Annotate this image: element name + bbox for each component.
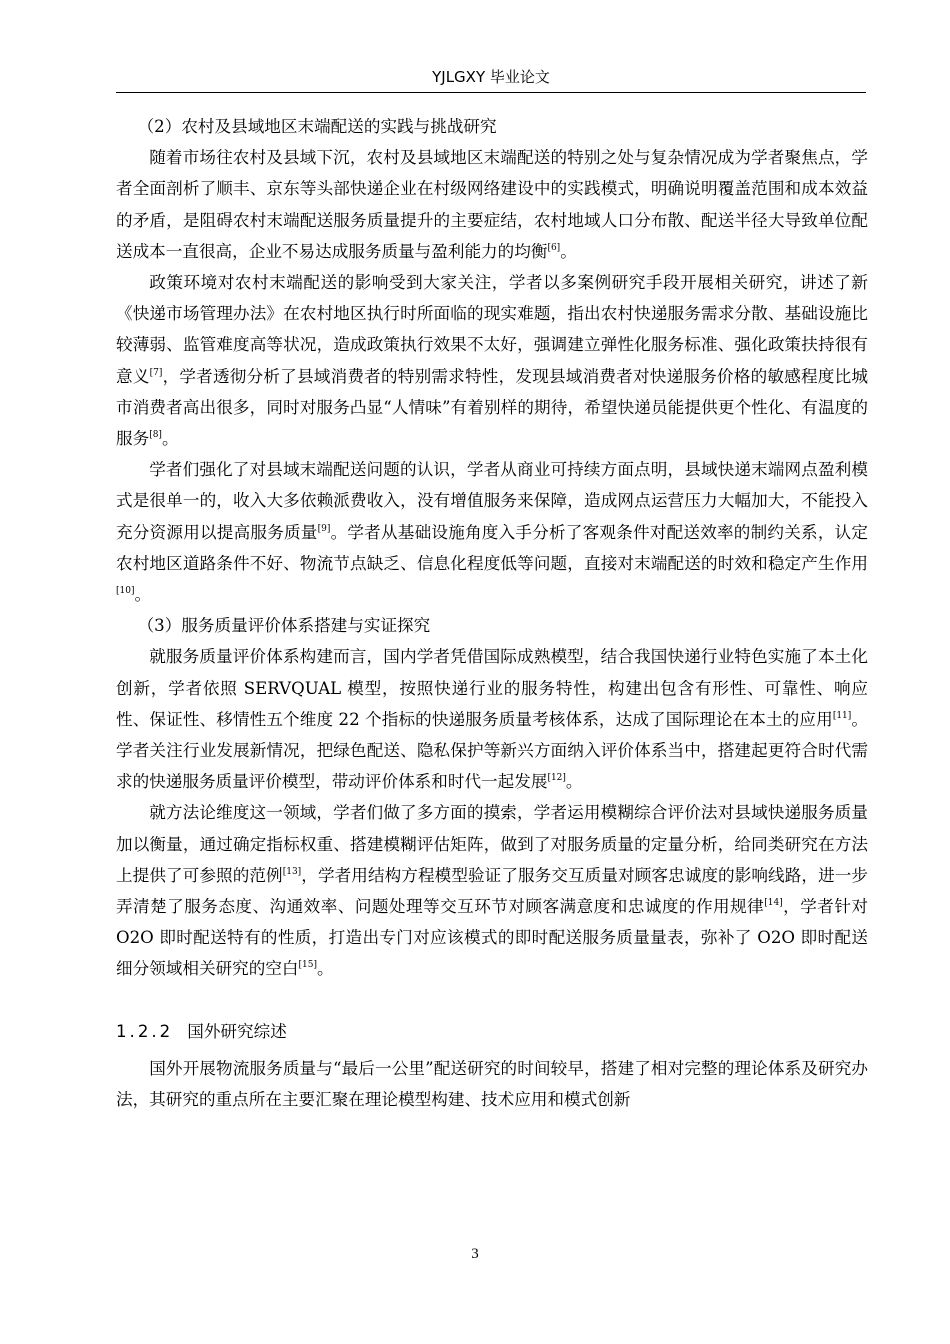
paragraph-5 xyxy=(116,797,868,984)
paragraph-4-text-1: 就服务质量评价体系构建而言，国内学者凭借国际成熟模型，结合我国快递行业特色实施了本土化创新，学者依照 SERVQUAL 模型，按照快递行业的服务特性，构建出包含有形性、可靠性、响应性、保证性、移情性五个维度 22 个指标的快递服务质量考核体系，达成了国际理论在本土的应用 xyxy=(116,647,868,729)
citation-15: [15] xyxy=(298,960,318,971)
section-title: 国外研究综述 xyxy=(187,1021,287,1041)
paragraph-5-text-1: 就方法论维度这一领域，学者们做了多方面的摸索，学者运用模糊综合评价法对县域快递服务质量加以衡量，通过确定指标权重、搭建模糊评估矩阵，做到了对服务质量的定量分析，给同类研究在方法上提供了可参照的范例 xyxy=(116,803,868,885)
page-header xyxy=(116,62,866,93)
section-number: 1.2.2 xyxy=(116,1021,174,1041)
paragraph-4 xyxy=(116,641,868,797)
paragraph-1-text: 随着市场往农村及县域下沉，农村及县域地区末端配送的特别之处与复杂情况成为学者聚焦点，学者全面剖析了顺丰、京东等头部快递企业在村级网络建设中的实践模式，明确说明覆盖范围和成本效益的矛盾，是阻碍农村末端配送服务质量提升的主要症结，农村地域人口分布散、配送半径大导致单位配送成本一直很高，企业不易达成服务质量与盈利能力的均衡 xyxy=(116,148,868,261)
citation-12: [12] xyxy=(547,773,566,784)
paragraph-1 xyxy=(116,142,868,267)
citation-7: [7] xyxy=(149,367,163,378)
paragraph-3-text-1: 学者们强化了对县域末端配送问题的认识，学者从商业可持续方面点明，县域快递末端网点盈利模式是很单一的，收入大多依赖派费收入，没有增值服务来保障，造成网点运营压力大幅加大，不能投入充分资源用以提高服务质量 xyxy=(116,460,868,542)
citation-10: [10] xyxy=(116,586,135,597)
citation-6: [6] xyxy=(547,242,561,253)
paragraph-2-text-1: 政策环境对农村末端配送的影响受到大家关注，学者以多案例研究手段开展相关研究，讲述了新《快递市场管理办法》在农村地区执行时所面临的现实难题，指出农村快递服务需求分散、基础设施比较薄弱、监管难度高等状况，造成政策执行效果不太好，强调建立弹性化服务标准、强化政策扶持很有意义 xyxy=(116,273,868,386)
paragraph-3-text-2: 。学者从基础设施角度入手分析了客观条件对配送效率的制约关系，认定农村地区道路条件不好、物流节点缺乏、信息化程度低等问题，直接对末端配送的时效和稳定产生作用 xyxy=(116,522,869,573)
subsection-title-2: （2）农村及县域地区末端配送的实践与挑战研究 xyxy=(137,117,497,136)
section-heading-1-2-2 xyxy=(116,1016,868,1047)
citation-13: [13] xyxy=(282,866,302,877)
paragraph-2 xyxy=(116,267,868,454)
paragraph-5-text-3: ，学者针对 O2O 即时配送特有的性质，打造出专门对应该模式的即时配送服务质量量表，弥补了 O2O 即时配送细分领域相关研究的空白 xyxy=(116,897,869,979)
header-title: YJLGXY 毕业论文 xyxy=(432,68,550,86)
document-body xyxy=(116,111,868,1115)
page-number: 3 xyxy=(471,1246,479,1262)
paragraph-5-text-2: ，学者用结构方程模型验证了服务交互质量对顾客忠诚度的影响线路，进一步弄清楚了服务态度、沟通效率、问题处理等交互环节对顾客满意度和忠诚度的作用规律 xyxy=(116,865,869,917)
paragraph-2-text-2: ，学者透彻分析了县域消费者的特别需求特性，发现县域消费者对快递服务价格的敏感程度比城市消费者高出很多，同时对服务凸显“人情味”有着别样的期待，希望快递员能提供更个性化、有温度的服务 xyxy=(116,366,869,449)
paragraph-4-end: 。 xyxy=(565,772,583,792)
paragraph-3-end: 。 xyxy=(134,585,152,605)
paragraph-6-text: 国外开展物流服务质量与“最后一公里”配送研究的时间较早，搭建了相对完整的理论体系及研究办法，其研究的重点所在主要汇聚在理论模型构建、技术应用和模式创新 xyxy=(116,1058,868,1110)
paragraph-6 xyxy=(116,1053,868,1115)
paragraph-3 xyxy=(116,454,868,610)
paragraph-4-text-2: 。学者关注行业发展新情况，把绿色配送、隐私保护等新兴方面纳入评价体系当中，搭建起更符合时代需求的快递服务质量评价模型，带动评价体系和时代一起发展 xyxy=(116,709,869,792)
citation-8: [8] xyxy=(149,430,162,441)
paragraph-5-end: 。 xyxy=(317,959,334,979)
subsection-title-3: （3）服务质量评价体系搭建与实证探究 xyxy=(137,616,431,636)
paragraph-1-end: 。 xyxy=(560,241,577,261)
citation-14: [14] xyxy=(764,898,783,909)
citation-11: [11] xyxy=(832,710,852,721)
paragraph-2-end: 。 xyxy=(161,429,179,449)
citation-9: [9] xyxy=(317,523,331,534)
